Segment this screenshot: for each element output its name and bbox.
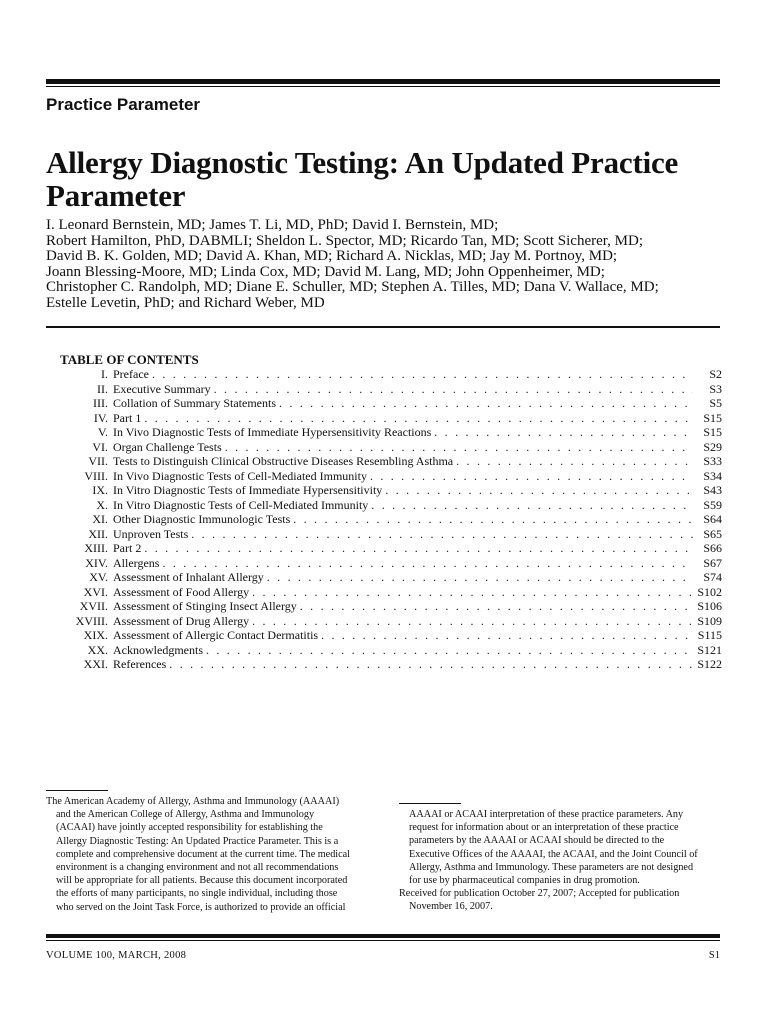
footnote-line: and the American College of Allergy, Asthma and Immunology: [56, 809, 315, 821]
toc-entry-page: S115: [697, 628, 722, 642]
toc-entry-title: Organ Challenge Tests: [113, 439, 222, 454]
toc-entry-title: Assessment of Inhalant Allergy: [113, 570, 264, 584]
toc-leader-dots: [456, 454, 693, 469]
top-rule-thick: [46, 79, 720, 84]
author-line: Estelle Levetin, PhD; and Richard Weber, MD: [46, 294, 325, 311]
toc-entry-title: Allergens: [113, 555, 160, 570]
table-of-contents: [60, 367, 722, 672]
author-list: [46, 218, 736, 312]
toc-entry-page: S29: [703, 439, 722, 454]
toc-entry: [60, 483, 722, 498]
toc-leader-dots: [267, 570, 693, 585]
toc-leader-dots: [252, 585, 693, 600]
toc-entry: [60, 614, 722, 629]
toc-leader-dots: [225, 440, 693, 455]
toc-entry-page: S59: [703, 497, 722, 512]
toc-entry: [60, 628, 722, 643]
footnote-line: Allergy, Asthma and Immunology. These parameters are not designed: [409, 861, 694, 873]
footnote-line: complete and comprehensive document at the current time. The medical: [56, 848, 351, 860]
toc-entry-number: X.: [96, 497, 108, 512]
toc-entry: [60, 440, 722, 455]
toc-entry: [60, 425, 722, 440]
header-divider: [46, 326, 720, 328]
footnote-rule-left: [46, 790, 108, 791]
toc-entry: [60, 643, 722, 658]
toc-entry-page: S106: [697, 599, 722, 613]
toc-entry-number: XI.: [92, 512, 108, 526]
footnote-line: request for information about or an interpretation of these practice: [409, 822, 679, 834]
footnote-line: will be appropriate for all patients. Because this document incorporated: [56, 875, 348, 887]
toc-entry-page: S33: [703, 454, 722, 468]
bottom-rule-thin: [46, 940, 720, 941]
toc-leader-dots: [371, 498, 693, 513]
volume-info: VOLUME 100, MARCH, 2008: [46, 950, 187, 961]
author-line: Joann Blessing-Moore, MD; Linda Cox, MD; David M. Lang, MD; John Oppenheimer, MD;: [46, 263, 605, 280]
toc-entry-number: XX.: [87, 642, 108, 657]
toc-entry-title: In Vitro Diagnostic Tests of Cell-Mediated Immunity: [113, 497, 369, 512]
toc-entry-number: XVIII.: [75, 613, 108, 628]
footnote-line: environment is a changing environment and not all recommendations: [56, 862, 339, 874]
toc-entry-number: XV.: [89, 570, 108, 584]
toc-entry-title: Collation of Summary Statements: [113, 396, 276, 410]
toc-entry-title: Unproven Tests: [113, 526, 189, 541]
toc-entry-number: III.: [93, 396, 108, 410]
toc-entry-page: S74: [703, 570, 722, 584]
toc-entry: [60, 396, 722, 411]
footnote-line: (ACAAI) have jointly accepted responsibility for establishing the: [56, 822, 323, 834]
footnote-line: AAAAI or ACAAI interpretation of these practice parameters. Any: [409, 809, 684, 820]
toc-entry: [60, 599, 722, 614]
footnote-line: the efforts of many participants, no single individual, including those: [56, 888, 338, 900]
toc-entry-title: Part 2: [113, 541, 142, 555]
toc-entry-page: S15: [703, 410, 722, 425]
author-line: David B. K. Golden, MD; David A. Khan, MD; Richard A. Nicklas, MD; Jay M. Portnoy, MD;: [46, 248, 618, 265]
toc-leader-dots: [434, 425, 693, 440]
toc-entry-number: I.: [101, 367, 108, 381]
toc-entry: [60, 585, 722, 600]
footnote-line: Executive Offices of the AAAAI, the ACAAI, and the Joint Council of: [409, 848, 698, 860]
toc-entry-page: S34: [703, 468, 722, 483]
toc-entry-title: Other Diagnostic Immunologic Tests: [113, 512, 291, 526]
footnote-line: parameters by the AAAAI or ACAAI should be directed to the: [409, 835, 665, 847]
toc-entry-page: S15: [703, 425, 722, 439]
toc-entry-title: Part 1: [113, 410, 142, 425]
toc-entry-number: XVII.: [79, 599, 108, 613]
footnote-line: who served on the Joint Task Force, is authorized to provide an official: [56, 901, 346, 913]
toc-entry: [60, 512, 722, 527]
toc-entry-number: XII.: [88, 526, 108, 541]
toc-entry-page: S67: [703, 555, 722, 570]
toc-leader-dots: [214, 382, 693, 397]
received-line: November 16, 2007.: [409, 901, 493, 913]
toc-entry-page: S2: [709, 367, 722, 381]
toc-entry: [60, 657, 722, 672]
footnote-line: The American Academy of Allergy, Asthma and Immunology (AAAAI): [46, 796, 340, 807]
toc-leader-dots: [279, 396, 693, 411]
toc-entry-page: S65: [703, 526, 722, 541]
toc-entry: [60, 527, 722, 542]
toc-entry-number: XXI.: [83, 657, 108, 671]
toc-leader-dots: [300, 599, 693, 614]
toc-entry: [60, 498, 722, 513]
toc-entry-title: In Vivo Diagnostic Tests of Cell-Mediated Immunity: [113, 468, 367, 483]
page-number: S1: [708, 950, 720, 961]
author-line: Christopher C. Randolph, MD; Diane E. Schuller, MD; Stephen A. Tilles, MD; Dana V. Wallace, MD;: [46, 279, 659, 296]
footnote-rule-right: [399, 803, 461, 804]
toc-entry-title: In Vitro Diagnostic Tests of Immediate Hypersensitivity: [113, 483, 383, 497]
toc-entry-number: IX.: [92, 483, 108, 497]
toc-entry-page: S102: [697, 584, 722, 599]
toc-entry-page: S121: [697, 642, 722, 657]
toc-leader-dots: [152, 367, 693, 382]
toc-leader-dots: [293, 512, 693, 527]
author-line: I. Leonard Bernstein, MD; James T. Li, MD, PhD; David I. Bernstein, MD;: [46, 217, 499, 233]
section-label: Practice Parameter: [46, 95, 201, 114]
toc-entry-number: XIII.: [84, 541, 108, 555]
top-rule-thin: [46, 86, 720, 87]
toc-entry: [60, 411, 722, 426]
toc-entry-page: S64: [703, 512, 722, 526]
toc-leader-dots: [321, 628, 693, 643]
toc-entry-number: XIV.: [85, 555, 108, 570]
toc-heading: TABLE OF CONTENTS: [60, 352, 199, 367]
toc-entry: [60, 454, 722, 469]
toc-entry-page: S109: [697, 613, 722, 628]
footnote-right: [399, 808, 729, 914]
toc-entry: [60, 469, 722, 484]
toc-entry-number: XVI.: [83, 584, 108, 599]
toc-entry-title: Acknowledgments: [113, 642, 203, 657]
toc-entry: [60, 541, 722, 556]
toc-leader-dots: [191, 527, 693, 542]
toc-entry-number: VIII.: [84, 468, 108, 483]
toc-entry: [60, 367, 722, 382]
toc-leader-dots: [206, 643, 693, 658]
footnote-line: for use by pharmaceutical companies in drug promotion.: [409, 875, 640, 887]
toc-entry: [60, 382, 722, 397]
footnote-line: Allergy Diagnostic Testing: An Updated Practice Parameter. This is a: [56, 835, 339, 847]
toc-entry-page: S122: [697, 657, 722, 671]
toc-entry-page: S5: [709, 396, 722, 410]
toc-entry-page: S43: [703, 483, 722, 497]
footnote-left: [46, 795, 376, 914]
toc-entry-title: Preface: [113, 367, 149, 381]
toc-entry-title: In Vivo Diagnostic Tests of Immediate Hypersensitivity Reactions: [113, 425, 432, 439]
toc-entry-title: Tests to Distinguish Clinical Obstructive Diseases Resembling Asthma: [113, 454, 454, 468]
author-line: Robert Hamilton, PhD, DABMLI; Sheldon L. Spector, MD; Ricardo Tan, MD; Scott Sicherer, MD;: [46, 232, 643, 249]
toc-entry-number: XIX.: [83, 628, 108, 642]
article-title: Allergy Diagnostic Testing: An Updated Practice Parameter: [46, 145, 679, 213]
toc-entry: [60, 570, 722, 585]
toc-entry-title: Assessment of Drug Allergy: [113, 613, 250, 628]
toc-entry: [60, 556, 722, 571]
toc-leader-dots: [162, 556, 693, 571]
toc-leader-dots: [169, 657, 693, 672]
toc-entry-number: V.: [97, 425, 108, 439]
toc-entry-page: S3: [709, 381, 722, 396]
toc-entry-page: S66: [703, 541, 722, 555]
toc-entry-title: Executive Summary: [113, 381, 211, 396]
toc-entry-number: II.: [97, 381, 108, 396]
received-line: Received for publication October 27, 2007; Accepted for publication: [399, 888, 680, 900]
toc-entry-title: References: [113, 657, 167, 671]
bottom-rule-thick: [46, 934, 720, 938]
toc-leader-dots: [370, 469, 693, 484]
toc-entry-number: VI.: [92, 439, 108, 454]
toc-entry-title: Assessment of Stinging Insect Allergy: [113, 599, 297, 613]
toc-entry-title: Assessment of Allergic Contact Dermatitis: [113, 628, 319, 642]
toc-leader-dots: [144, 411, 693, 426]
toc-entry-number: VII.: [88, 454, 108, 468]
toc-leader-dots: [385, 483, 693, 498]
toc-leader-dots: [144, 541, 693, 556]
toc-entry-number: IV.: [93, 410, 108, 425]
toc-entry-title: Assessment of Food Allergy: [113, 584, 250, 599]
toc-leader-dots: [252, 614, 693, 629]
